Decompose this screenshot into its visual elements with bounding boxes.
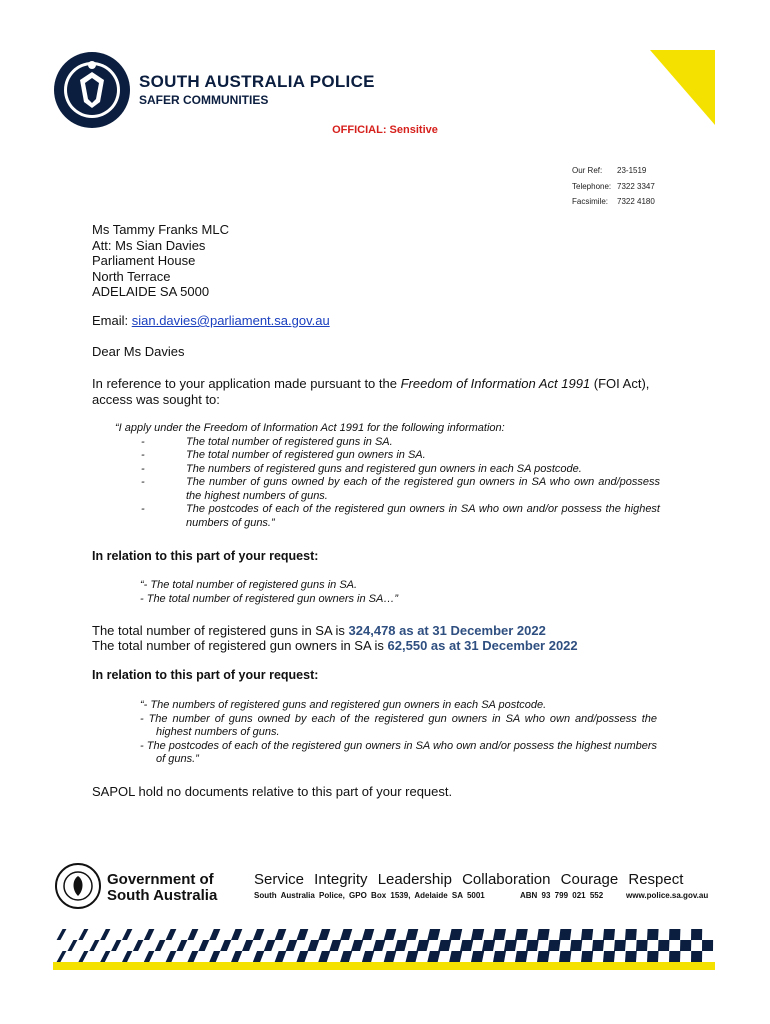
ref-label: Our Ref: bbox=[572, 166, 603, 175]
sa-government-seal-logo bbox=[54, 862, 102, 910]
checker-square bbox=[559, 929, 571, 940]
address-line: Ms Tammy Franks MLC bbox=[92, 222, 229, 237]
checker-square bbox=[647, 951, 659, 962]
section-heading: In relation to this part of your request: bbox=[92, 668, 319, 682]
checker-square bbox=[537, 951, 550, 962]
conclusion: SAPOL hold no documents relative to this part of your request. bbox=[92, 784, 453, 799]
quote-item-text: The number of guns owned by each of the registered gun owners in SA who own and/possess the highest numbers of guns. bbox=[186, 476, 660, 502]
checkerboard-band bbox=[53, 927, 715, 963]
checker-square bbox=[691, 951, 702, 962]
ref-value: 7322 4180 bbox=[617, 197, 655, 206]
checker-square bbox=[166, 951, 177, 962]
checker-square bbox=[166, 929, 177, 940]
address-line: Att: Ms Sian Davies bbox=[92, 237, 206, 253]
checker-square bbox=[570, 940, 582, 951]
checker-square bbox=[395, 940, 408, 951]
checker-square bbox=[362, 929, 374, 940]
checker-square bbox=[548, 940, 561, 951]
checker-square bbox=[296, 929, 308, 940]
email-label: Email: bbox=[92, 313, 132, 328]
checker-square bbox=[209, 929, 220, 940]
checker-square bbox=[275, 951, 287, 962]
checker-square bbox=[702, 940, 713, 951]
checker-square bbox=[329, 940, 341, 951]
ref-label: Telephone: bbox=[572, 182, 612, 191]
checker-square bbox=[67, 940, 77, 951]
checker-square bbox=[144, 929, 155, 940]
ref-value: 7322 3347 bbox=[617, 182, 655, 191]
intro-text: (FOI Act), access was sought to: bbox=[92, 376, 650, 407]
checker-square bbox=[559, 951, 571, 962]
checker-square bbox=[427, 929, 440, 940]
website: www.police.sa.gov.au bbox=[626, 891, 709, 900]
answer-value: 62,550 as at 31 December 2022 bbox=[387, 638, 578, 653]
checker-square bbox=[100, 951, 110, 962]
checker-square bbox=[537, 929, 550, 940]
checker-square bbox=[351, 940, 363, 951]
checker-square bbox=[220, 940, 231, 951]
checker-square bbox=[264, 940, 276, 951]
answer-line bbox=[92, 623, 546, 639]
part2-quote bbox=[140, 699, 657, 767]
checker-square bbox=[493, 929, 506, 940]
checker-square bbox=[57, 951, 67, 962]
values-line: Service Integrity Leadership Collaboration Courage Respect bbox=[254, 871, 684, 888]
intro-text: In reference to your application made pursuant to the bbox=[92, 376, 401, 391]
checker-square bbox=[406, 929, 419, 940]
checker-square bbox=[581, 929, 593, 940]
sapol-seal-logo bbox=[52, 50, 132, 130]
ref-value: 23-1519 bbox=[617, 166, 647, 175]
answer-line bbox=[92, 638, 578, 654]
checker-square bbox=[242, 940, 253, 951]
abn: ABN 93 799 021 552 bbox=[520, 891, 604, 900]
quote-line: “- The numbers of registered guns and registered gun owners in each SA postcode. bbox=[140, 699, 547, 711]
checker-square bbox=[669, 951, 680, 962]
checker-square bbox=[581, 951, 593, 962]
checker-square bbox=[647, 929, 659, 940]
checker-square bbox=[253, 929, 264, 940]
answer-text: The total number of registered guns in SA is bbox=[92, 623, 349, 638]
quote-line: - The number of guns owned by each of the registered gun owners in SA who own and/possess the highest numbers of guns. bbox=[140, 712, 657, 738]
classification-marking: OFFICIAL: Sensitive bbox=[332, 124, 438, 136]
quote-item-text: The numbers of registered guns and registered gun owners in each SA postcode. bbox=[186, 462, 582, 475]
checker-square bbox=[78, 929, 88, 940]
checker-square bbox=[78, 951, 88, 962]
checker-square bbox=[592, 940, 604, 951]
checker-square bbox=[275, 929, 287, 940]
quote-item-text: The total number of registered gun owners in SA. bbox=[186, 449, 426, 461]
act-name: Freedom of Information Act 1991 bbox=[400, 376, 591, 391]
checker-square bbox=[449, 929, 462, 940]
checker-square bbox=[504, 940, 517, 951]
checker-square bbox=[253, 951, 264, 962]
quote-item: - The number of guns owned by each of the registered gun owners in SA who own and/possess the highest numbers of guns. bbox=[141, 476, 660, 502]
checker-square bbox=[122, 929, 132, 940]
postal-address: South Australia Police, GPO Box 1539, Adelaide SA 5001 bbox=[254, 891, 485, 900]
email-line bbox=[92, 313, 330, 329]
checker-square bbox=[89, 940, 99, 951]
part1-quote bbox=[140, 579, 660, 606]
quote-line: “- The total number of registered guns in SA. bbox=[140, 579, 358, 591]
checker-square bbox=[231, 929, 242, 940]
quote-item: - The total number of registered gun owners in SA. bbox=[141, 449, 426, 461]
checker-square bbox=[438, 940, 451, 951]
ref-row bbox=[572, 166, 646, 175]
checker-square bbox=[482, 940, 495, 951]
checker-square bbox=[286, 940, 298, 951]
checker-square bbox=[133, 940, 143, 951]
checker-square bbox=[691, 929, 702, 940]
address-line: North Terrace bbox=[92, 268, 171, 284]
quote-item: - The total number of registered guns in SA. bbox=[141, 435, 393, 448]
checker-square bbox=[57, 929, 67, 940]
answer-text: The total number of registered gun owners in SA is bbox=[92, 638, 388, 653]
quote-lead: “I apply under the Freedom of Information Act 1991 for the following information: bbox=[115, 422, 505, 434]
checker-square bbox=[122, 951, 132, 962]
checker-square bbox=[406, 951, 419, 962]
quote-item-text: The total number of registered guns in SA. bbox=[186, 435, 393, 448]
checker-square bbox=[515, 951, 528, 962]
checker-square bbox=[471, 929, 484, 940]
salutation: Dear Ms Davies bbox=[92, 344, 185, 359]
checker-square bbox=[614, 940, 626, 951]
org-tagline: SAFER COMMUNITIES bbox=[139, 93, 269, 107]
org-name: SOUTH AUSTRALIA POLICE bbox=[139, 72, 375, 91]
checker-square bbox=[318, 929, 330, 940]
checker-square bbox=[198, 940, 209, 951]
footer-yellow-bar bbox=[53, 962, 715, 970]
checker-square bbox=[526, 940, 539, 951]
recipient-address bbox=[92, 222, 229, 300]
checker-square bbox=[296, 951, 308, 962]
section-heading: In relation to this part of your request: bbox=[92, 549, 319, 563]
quote-line: - The postcodes of each of the registered gun owners in SA who own and/or possess the highest numbers of guns.” bbox=[140, 739, 657, 765]
email-link[interactable]: sian.davies@parliament.sa.gov.au bbox=[131, 313, 330, 328]
checker-square bbox=[340, 951, 352, 962]
checker-square bbox=[177, 940, 188, 951]
checker-square bbox=[384, 951, 397, 962]
checker-square bbox=[515, 929, 528, 940]
quote-item-text: The postcodes of each of the registered gun owners in SA who own and/or possess the highest numbers of guns.” bbox=[186, 503, 660, 529]
checker-square bbox=[669, 929, 680, 940]
checker-square bbox=[373, 940, 385, 951]
gov-name bbox=[107, 872, 217, 904]
checker-square bbox=[384, 929, 397, 940]
checker-square bbox=[209, 951, 220, 962]
checker-square bbox=[625, 951, 637, 962]
checker-square bbox=[187, 951, 198, 962]
quote-item: - The numbers of registered guns and registered gun owners in each SA postcode. bbox=[141, 462, 582, 475]
quote-item: - The postcodes of each of the registered gun owners in SA who own and/or possess the highest numbers of guns.” bbox=[141, 503, 660, 529]
checker-square bbox=[658, 940, 670, 951]
request-quote bbox=[115, 422, 660, 530]
ref-row bbox=[572, 182, 655, 191]
checker-square bbox=[493, 951, 506, 962]
checker-square bbox=[680, 940, 691, 951]
checker-square bbox=[416, 940, 429, 951]
corner-accent-shape bbox=[650, 50, 715, 125]
ref-row bbox=[572, 197, 655, 206]
checker-square bbox=[471, 951, 484, 962]
checker-square bbox=[318, 951, 330, 962]
checker-square bbox=[636, 940, 648, 951]
gov-line: South Australia bbox=[107, 887, 218, 904]
checker-square bbox=[187, 929, 198, 940]
quote-line: - The total number of registered gun owners in SA…” bbox=[140, 592, 399, 605]
ref-label: Facsimile: bbox=[572, 197, 609, 206]
checker-square bbox=[603, 929, 615, 940]
address-line: ADELAIDE SA 5000 bbox=[92, 284, 210, 299]
checker-square bbox=[603, 951, 615, 962]
checker-square bbox=[340, 929, 352, 940]
checker-square bbox=[307, 940, 319, 951]
checker-square bbox=[449, 951, 462, 962]
answer-value: 324,478 as at 31 December 2022 bbox=[348, 623, 546, 638]
checker-square bbox=[231, 951, 242, 962]
checker-square bbox=[144, 951, 155, 962]
checker-square bbox=[155, 940, 166, 951]
gov-line: Government of bbox=[107, 871, 214, 888]
checker-square bbox=[625, 929, 637, 940]
checker-square bbox=[100, 929, 110, 940]
checker-square bbox=[427, 951, 440, 962]
checker-square bbox=[362, 951, 374, 962]
checker-square bbox=[460, 940, 473, 951]
checker-square bbox=[111, 940, 121, 951]
intro-paragraph bbox=[92, 376, 688, 407]
address-line: Parliament House bbox=[92, 253, 196, 268]
